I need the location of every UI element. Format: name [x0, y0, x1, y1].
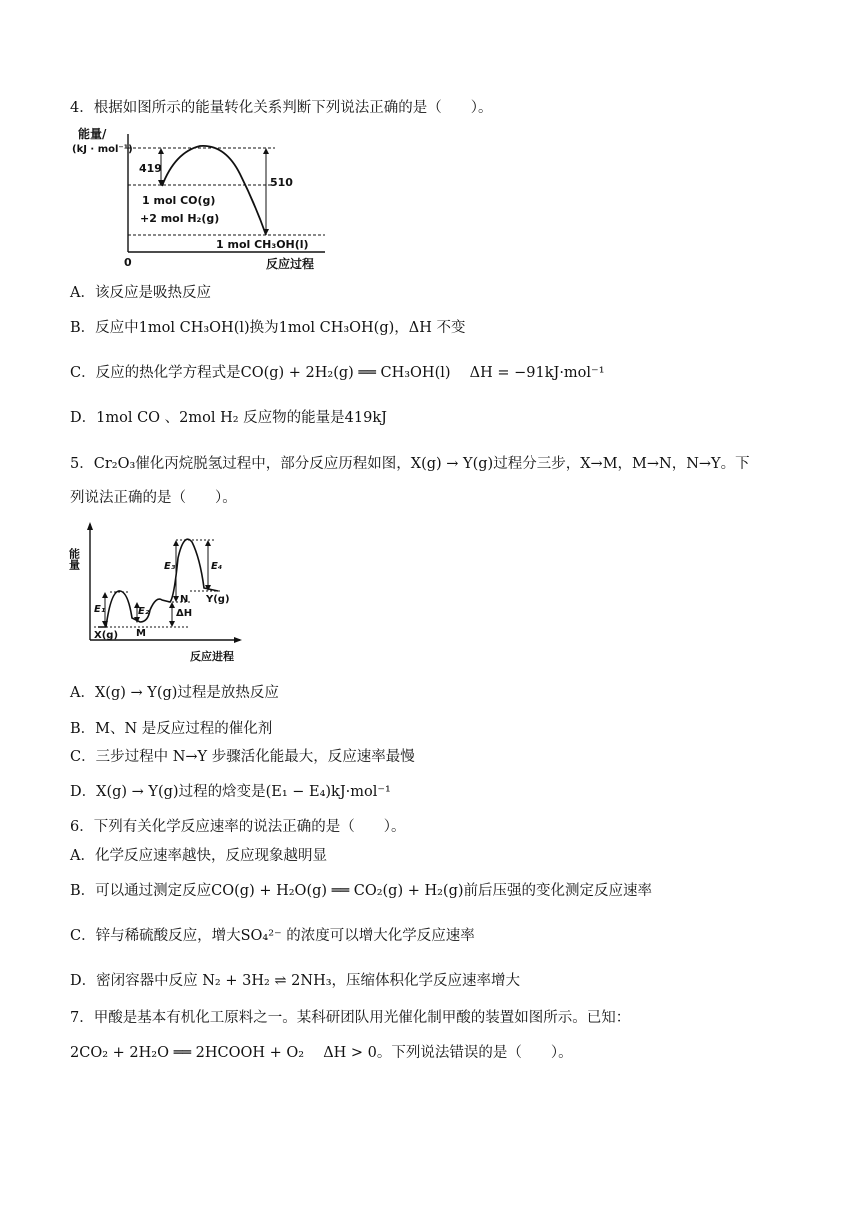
- q6-option-a: A．化学反应速率越快，反应现象越明显: [70, 848, 327, 864]
- q5-m-label: M: [136, 628, 146, 639]
- q7-stem-line2: 2CO₂ + 2H₂O ══ 2HCOOH + O₂ ΔH > 0。下列说法错误的是（ ）。: [70, 1045, 573, 1061]
- q4-option-d: D．1mol CO 、2mol H₂ 反应物的能量是419kJ: [70, 410, 387, 426]
- q6-option-d: D．密闭容器中反应 N₂ + 3H₂ ⇌ 2NH₃，压缩体积化学反应速率增大: [70, 973, 521, 989]
- q5-dh-label: ΔH: [176, 608, 193, 619]
- q4-option-c: C．反应的热化学方程式是CO(g) + 2H₂(g) ══ CH₃OH(l) ΔH = −91kJ·mol⁻¹: [70, 365, 605, 381]
- q5-e1-label: E₁: [94, 604, 106, 615]
- q5-stem-line2: 列说法正确的是（ ）。: [70, 490, 237, 506]
- q5-energy-diagram: [67, 518, 250, 668]
- q5-x-axis-label: 反应进程: [190, 650, 234, 663]
- q5-y-axis-label: 能量: [67, 548, 81, 570]
- q4-origin: 0: [124, 256, 132, 269]
- q4-y-axis-label: 能量/: [78, 127, 107, 141]
- q5-option-a: A．X(g) → Y(g)过程是放热反应: [70, 685, 279, 701]
- q5-stem-line1: 5．Cr₂O₃催化丙烷脱氢过程中，部分反应历程如图，X(g) → Y(g)过程分三步，X→M，M→N，N→Y。下: [70, 456, 750, 472]
- q4-y-axis-unit: (kJ · mol⁻¹): [72, 144, 133, 155]
- q4-ea-label: 419: [139, 162, 162, 175]
- q5-n-label: N: [180, 594, 189, 605]
- q5-option-d: D．X(g) → Y(g)过程的焓变是(E₁ − E₄)kJ·mol⁻¹: [70, 784, 391, 800]
- q4-total-label: 510: [270, 176, 293, 189]
- q4-reactants-line1: 1 mol CO(g): [142, 194, 216, 207]
- q4-product: 1 mol CH₃OH(l): [216, 238, 309, 251]
- q4-stem: 4．根据如图所示的能量转化关系判断下列说法正确的是（ ）。: [70, 100, 493, 116]
- q4-x-axis-label: 反应过程: [266, 257, 315, 271]
- q4-reactants-line2: +2 mol H₂(g): [140, 212, 220, 225]
- q5-e4-label: E₄: [211, 561, 223, 572]
- q6-option-c: C．锌与稀硫酸反应，增大SO₄²⁻ 的浓度可以增大化学反应速率: [70, 928, 475, 944]
- q5-option-c: C．三步过程中 N→Y 步骤活化能最大，反应速率最慢: [70, 749, 415, 765]
- q6-option-b: B．可以通过测定反应CO(g) + H₂O(g) ══ CO₂(g) + H₂(g)前后压强的变化测定反应速率: [70, 883, 653, 899]
- q7-stem-line1: 7．甲酸是基本有机化工原料之一。某科研团队用光催化制甲酸的装置如图所示。已知：: [70, 1010, 631, 1026]
- q5-e2-label: E₂: [138, 606, 150, 617]
- q5-y-label: Y(g): [206, 594, 230, 605]
- q5-e3-label: E₃: [164, 561, 176, 572]
- q4-option-b: B．反应中1mol CH₃OH(l)换为1mol CH₃OH(g)，ΔH 不变: [70, 320, 466, 336]
- q5-x-label: X(g): [94, 630, 119, 641]
- q5-option-b: B．M、N 是反应过程的催化剂: [70, 721, 273, 737]
- q4-option-a: A．该反应是吸热反应: [70, 285, 211, 301]
- q6-stem: 6．下列有关化学反应速率的说法正确的是（ ）。: [70, 819, 406, 835]
- q5-energy-curve: [98, 539, 218, 627]
- q4-energy-diagram: [70, 124, 350, 274]
